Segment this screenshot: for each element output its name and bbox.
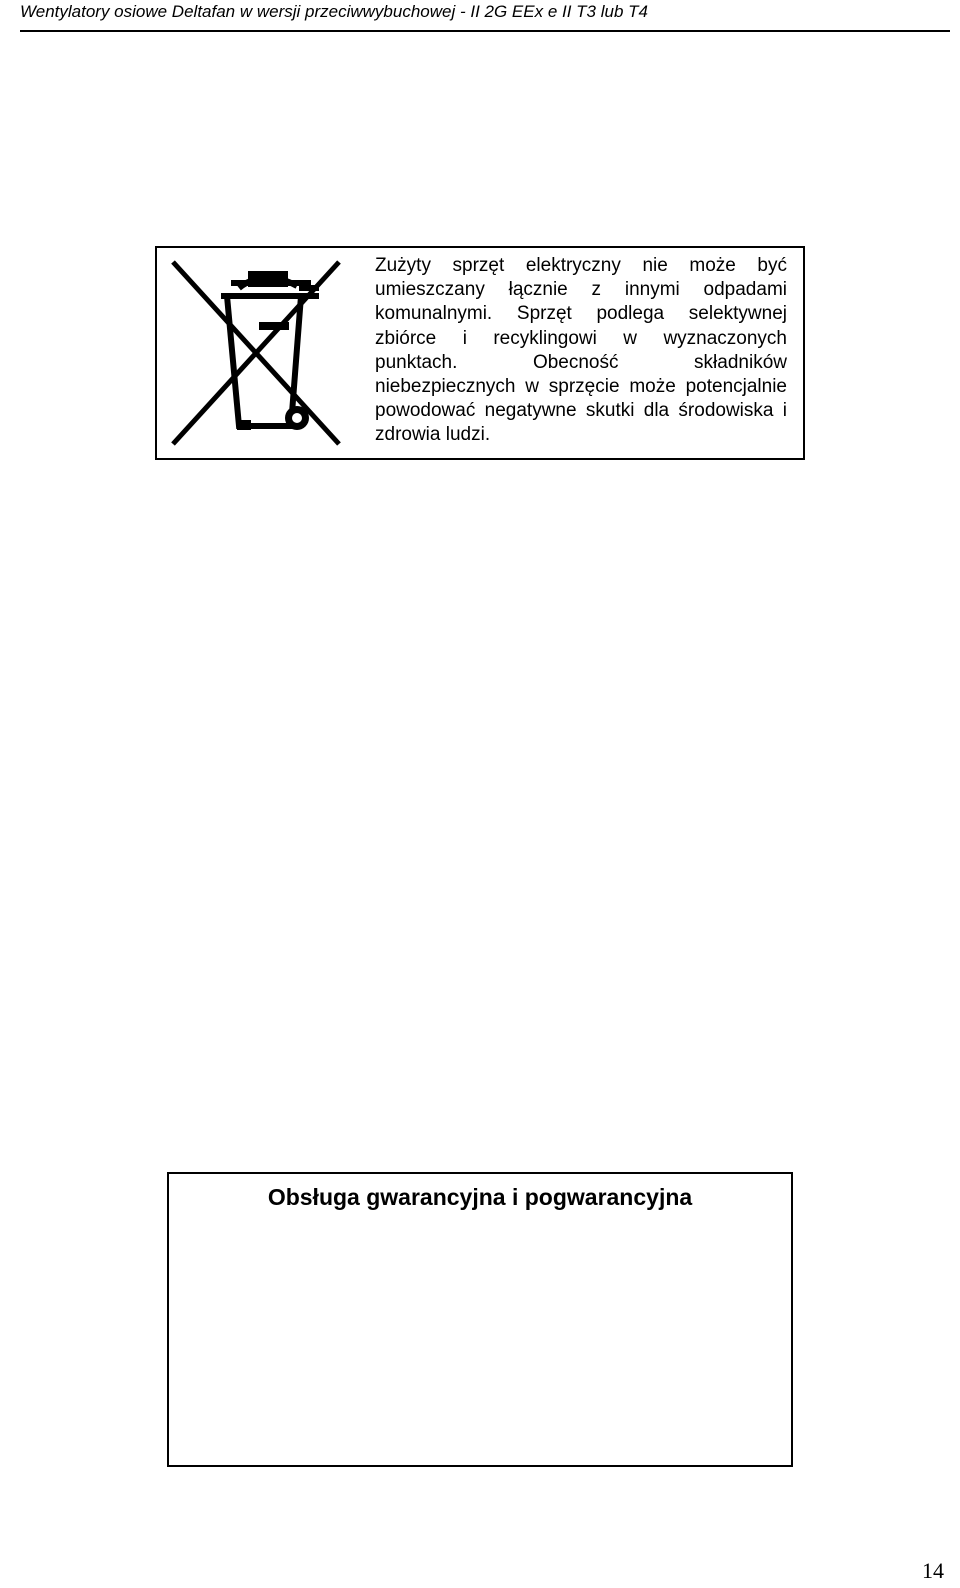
page-number: 14 <box>922 1558 944 1583</box>
warranty-title: Obsługa gwarancyjna i pogwarancyjna <box>267 1184 693 1210</box>
document-title: Wentylatory osiowe Deltafan w wersji przeciwwybuchowej - II 2G EEx e II T3 lub T4 <box>20 2 648 21</box>
crossed-out-wheelie-bin-icon <box>169 258 345 448</box>
weee-notice-box <box>155 246 805 460</box>
warranty-box <box>167 1172 793 1467</box>
weee-notice-text: Zużyty sprzęt elektryczny nie może być umieszczany łącznie z innymi odpadami komunalnymi. Sprzęt podlega selektywnej zbiórce i recyklingowi w wyznaczonych punktach. Obecność składników niebezpiecznych w sprzęcie może potencjalnie powodować negatywne skutki dla środowiska i zdrowia ludzi. <box>375 255 787 446</box>
page-header <box>20 0 950 32</box>
